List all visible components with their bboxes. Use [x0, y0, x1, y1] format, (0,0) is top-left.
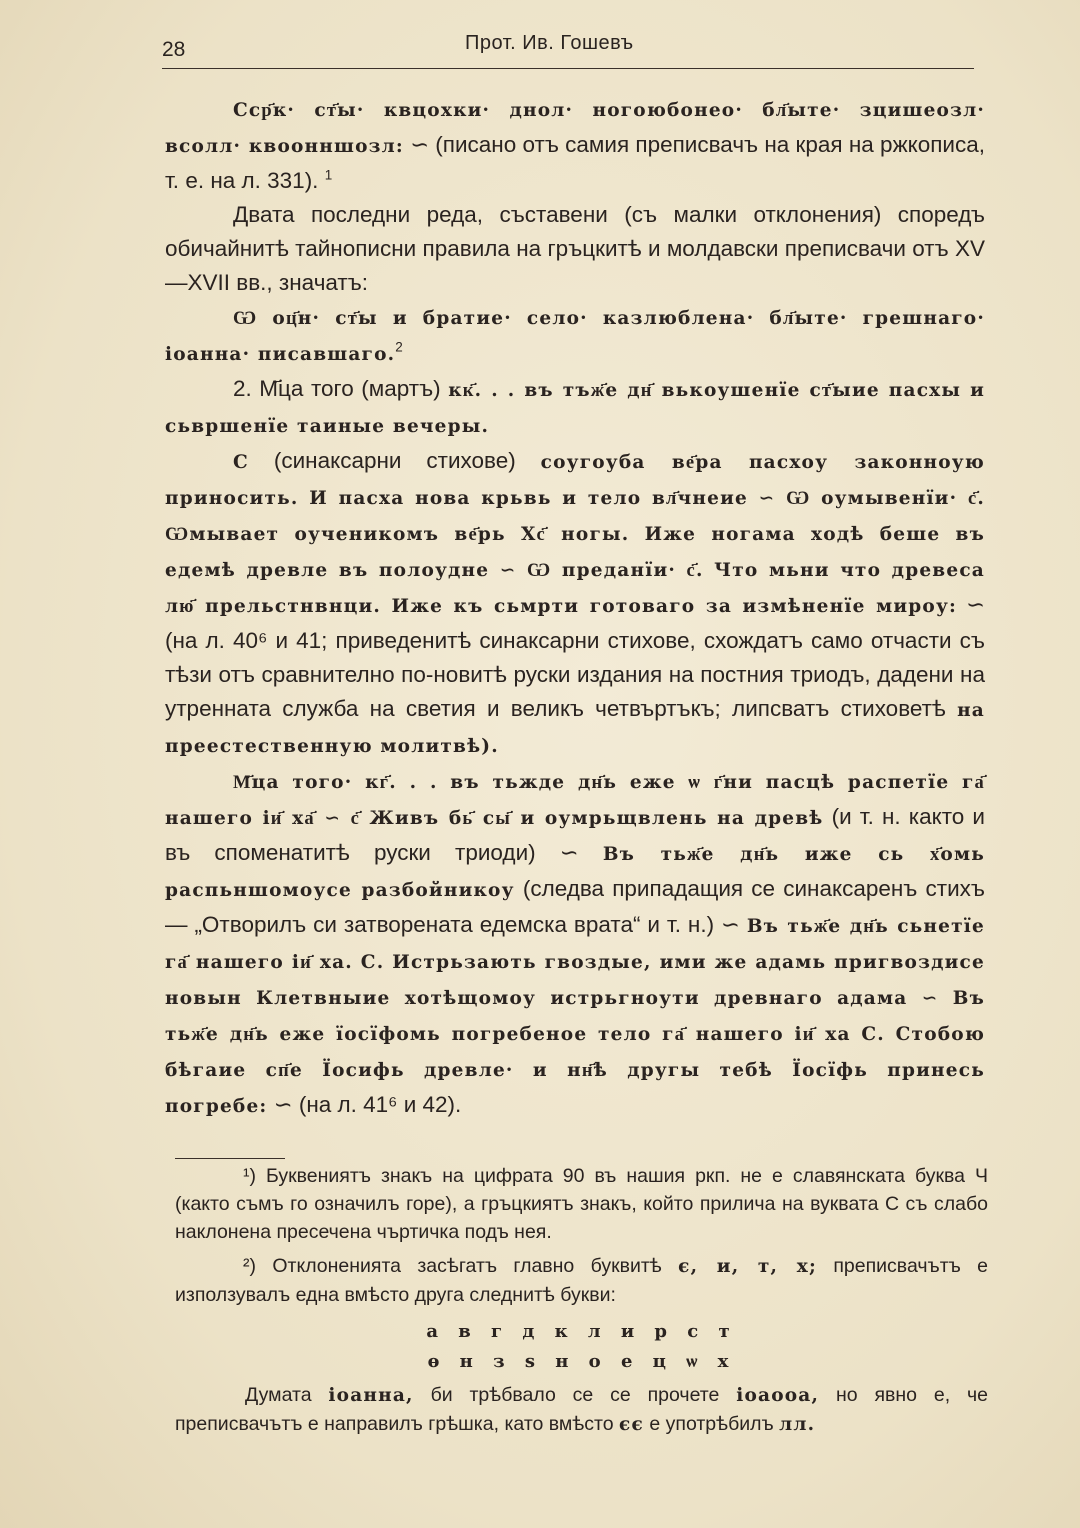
paragraph-5	[165, 444, 985, 764]
cipher-table	[175, 1317, 988, 1377]
paragraph-1	[165, 92, 985, 198]
church-slavonic-text: кк҃. . . въ тъж҃е дн҃ вькоушенїе ст҃ыие пасхы и сьвршенїе таиные вечеры.	[165, 380, 985, 437]
footnote-text: Думата	[245, 1384, 312, 1406]
church-slavonic-text: на преестественную молитвѣ).	[165, 700, 985, 757]
paragraph-lead: 2. М҃ца того (мартъ)	[233, 376, 441, 401]
paragraph-text: ∽ (на л. 40⁶ и 41; приведенитѣ синаксарни стихове, схождатъ само отчасти съ тѣзи отъ сравнително по-новитѣ руски издания на постния триодъ, дадени на утренната служба на светия и великъ четвъртъкъ; липсватъ стиховетѣ	[165, 592, 985, 721]
footnote-text: Буквениятъ знакъ на цифрата 90 въ нашия ркп. не е славянската буква Ч (както съмъ го означилъ горе), а гръцкиятъ знакъ, който прилича на вуквата С съ слабо наклонена пресечена чъртичка подъ нея.	[175, 1165, 988, 1243]
footnotes	[175, 1162, 988, 1439]
cipher-row-plain: а в г д к л и р с т	[426, 1321, 737, 1342]
church-word: іоанна,	[328, 1385, 414, 1406]
footnote-2	[175, 1252, 988, 1309]
paragraph-text: (и т. н. както и въ споменатитѣ руски триоди) ∽	[165, 804, 985, 865]
church-slavonic-text: соугоуба ве҃ра пасхоу законноую приносить. И пасха нова крьвь и тело вл҃чнеие ∽ Ѡ оумывенїи· с҃. Ѡмывает оученикомъ ве҃рь Хс҃ ногы. Иже ногама ходѣ беше въ едемѣ древле въ полоудне ∽ Ѡ преданїи· с҃. Что мьни что древеса лю҃ прельстнвнци. Иже къ сьмрти готоваго за измѣненїе мироу:	[165, 452, 985, 617]
paragraph-text: (следва припадащия се синаксаренъ стихъ — „Отворилъ си затворената едемска врата“ и т. н.) ∽	[165, 876, 985, 937]
paragraph-text: ∽ (писано отъ самия преписвачъ на края на ржкописа, т. е. на л. 331).	[165, 132, 985, 193]
letters-list: є, и, т, х;	[678, 1256, 818, 1277]
church-slavonic-text: Въ тьж҃е дн҃ь иже сь х҃омь распьншомоусе разбойникоу	[165, 844, 985, 901]
paragraph-2: Двата последни реда, съставени (съ малки отклонения) споредъ обичайнитѣ тайнописни правила на гръцкитѣ и молдавски преписвачи отъ XV—XVII вв., значатъ:	[165, 202, 985, 295]
footnote-divider	[175, 1158, 285, 1159]
church-slavonic-letter: С	[233, 452, 249, 473]
cipher-row-substitute: ѳ н з ѕ н о е ц ѡ х	[427, 1351, 736, 1372]
footnote-mark: ²)	[243, 1255, 256, 1277]
running-title: Прот. Ив. Гошевъ	[465, 32, 634, 54]
footnote-ref-1: 1	[324, 167, 333, 183]
church-word: іоаооа,	[736, 1385, 820, 1406]
footnote-text: би трѣбвало се се прочете	[430, 1384, 720, 1406]
church-word: єє	[619, 1414, 644, 1435]
paragraph-4	[165, 372, 985, 444]
paragraph-3	[165, 300, 985, 372]
church-slavonic-text: Въ тьж҃е дн҃ь сьнетїе га҃ нашего іи҃ ха. С. Истрьзають гвоздые, ими же адамь пригвоздисе новын Клетвныие хотѣщомоу истрьгноути древнаго адама ∽ Въ тьж҃е дн҃ь еже їосїфомь погребеное тело га҃ нашего іи҃ ха С. Стобою бѣгаие сп҃е Їосифь древле· и нн҃ѣ другы тебѣ Їосїфь принесь погребе:	[165, 916, 986, 1117]
main-text	[165, 92, 985, 1124]
paragraph-6	[165, 764, 985, 1124]
footnote-text: Отклоненията засѣгатъ главно буквитѣ	[272, 1255, 662, 1277]
cryptogram-text: Сср҃к· ст҃ы· квцохки· днол· ногоюбонео· бл҃ыте· зцишеозл· всолл· квоонншозл:	[165, 100, 985, 157]
footnote-mark: ¹)	[243, 1165, 256, 1187]
footnote-text: но явно е, че преписвачътъ е направилъ грѣшка, като вмѣсто	[175, 1384, 989, 1435]
footnote-ref-2: 2	[395, 339, 403, 355]
church-word: лл.	[779, 1414, 816, 1435]
footnote-text: преписвачътъ е използувалъ една вмѣсто друга следнитѣ букви:	[175, 1255, 989, 1306]
paragraph-text: ∽ (на л. 41⁶ и 42).	[273, 1092, 462, 1117]
paragraph-text: (синаксарни стихове)	[273, 448, 516, 473]
footnote-1	[175, 1162, 988, 1246]
decoded-text: Ѡ оц҃н· ст҃ы и братие· село· казлюблена· бл҃ыте· грешнаго· іоанна· писавшаго.	[165, 308, 985, 365]
footnote-text: е употрѣбилъ	[649, 1413, 774, 1435]
church-slavonic-text: М҃ца того· кг҃. . . въ тьжде дн҃ь еже ѡ г҃ни пасцѣ распетїе га҃ нашего іи҃ ха҃ ∽ с҃ Живъ бь҃ сы҃ и оумрьщвлень на древѣ	[165, 772, 985, 829]
page-number: 28	[162, 38, 186, 61]
page-header	[162, 30, 974, 69]
footnote-3	[175, 1381, 988, 1439]
